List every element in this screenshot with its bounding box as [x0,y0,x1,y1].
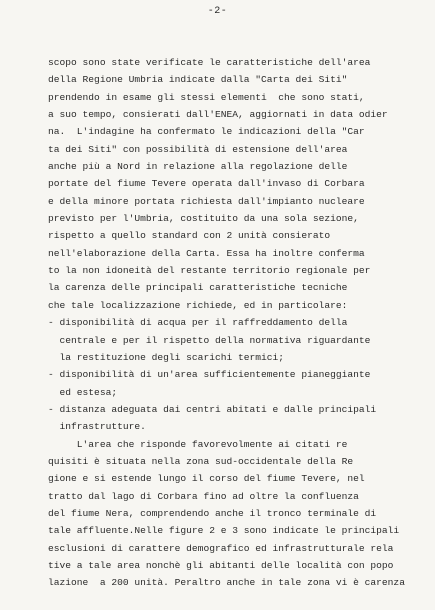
text-line: tratto dal lago di Corbara fino ad oltre la confluenza [48,490,359,502]
text-line: lazione a 200 unità. Peraltro anche in tale zona vi è carenza [48,577,405,589]
text-line: nell'elaborazione della Carta. Essa ha inoltre conferma [48,247,365,259]
text-line: che tale localizzazione richiede, ed in particolare: [48,299,348,311]
text-line: portate del fiume Tevere operata dall'invaso di Corbara [48,178,365,190]
bullet-line: - disponibilità di acqua per il raffreddamento della [48,317,348,329]
text-line: della Regione Umbria indicate dalla "Carta dei Siti" [48,74,348,86]
text-line: tive a tale area nonchè gli abitanti delle località con popo [48,559,394,571]
bullet-line: centrale e per il rispetto della normativa riguardante [48,334,371,346]
text-line: previsto per l'Umbria, costituito da una sola sezione, [48,213,359,225]
text-line: ta dei Siti" con possibilità di estensione dell'area [48,143,348,155]
text-line: a suo tempo, consierati dall'ENEA, aggiornati in data odier [48,109,388,121]
text-line: to la non idoneità del restante territorio regionale per [48,265,371,277]
text-line: na. L'indagine ha confermato le indicazioni della "Car [48,126,365,138]
text-line: L'area che risponde favorevolmente ai citati re [48,438,348,450]
text-line: rispetto a quello standard con 2 unità consierato [48,230,331,242]
text-line: anche più a Nord in relazione alla regolazione delle [48,161,348,173]
bullet-line: infrastrutture. [48,421,146,433]
text-line: del fiume Nera, comprendendo anche il tronco terminale di [48,507,377,519]
text-line: e della minore portata richiesta dall'impianto nucleare [48,195,365,207]
text-line: esclusioni di carattere demografico ed infrastrutturale rela [48,542,394,554]
text-line: la carenza delle principali caratteristiche tecniche [48,282,348,294]
page-number: -2- [207,6,228,17]
text-line: prendendo in esame gli stessi elementi che sono stati, [48,91,365,103]
text-line: scopo sono state verificate le caratteristiche dell'area [48,57,371,68]
bullet-line: ed estesa; [48,386,118,398]
bullet-line: - disponibilità di un'area sufficientemente pianeggiante [48,369,371,381]
document-body [48,54,420,592]
bullet-line: la restituzione degli scarichi termici; [48,351,285,363]
text-line: gione e si estende lungo il corso del fiume Tevere, nel [48,473,365,485]
text-line: tale affluente.Nelle figure 2 e 3 sono indicate le principali [48,525,400,537]
text-line: quisiti è situata nella zona sud-occidentale della Re [48,455,354,467]
bullet-line: - distanza adeguata dai centri abitati e dalle principali [48,403,377,415]
